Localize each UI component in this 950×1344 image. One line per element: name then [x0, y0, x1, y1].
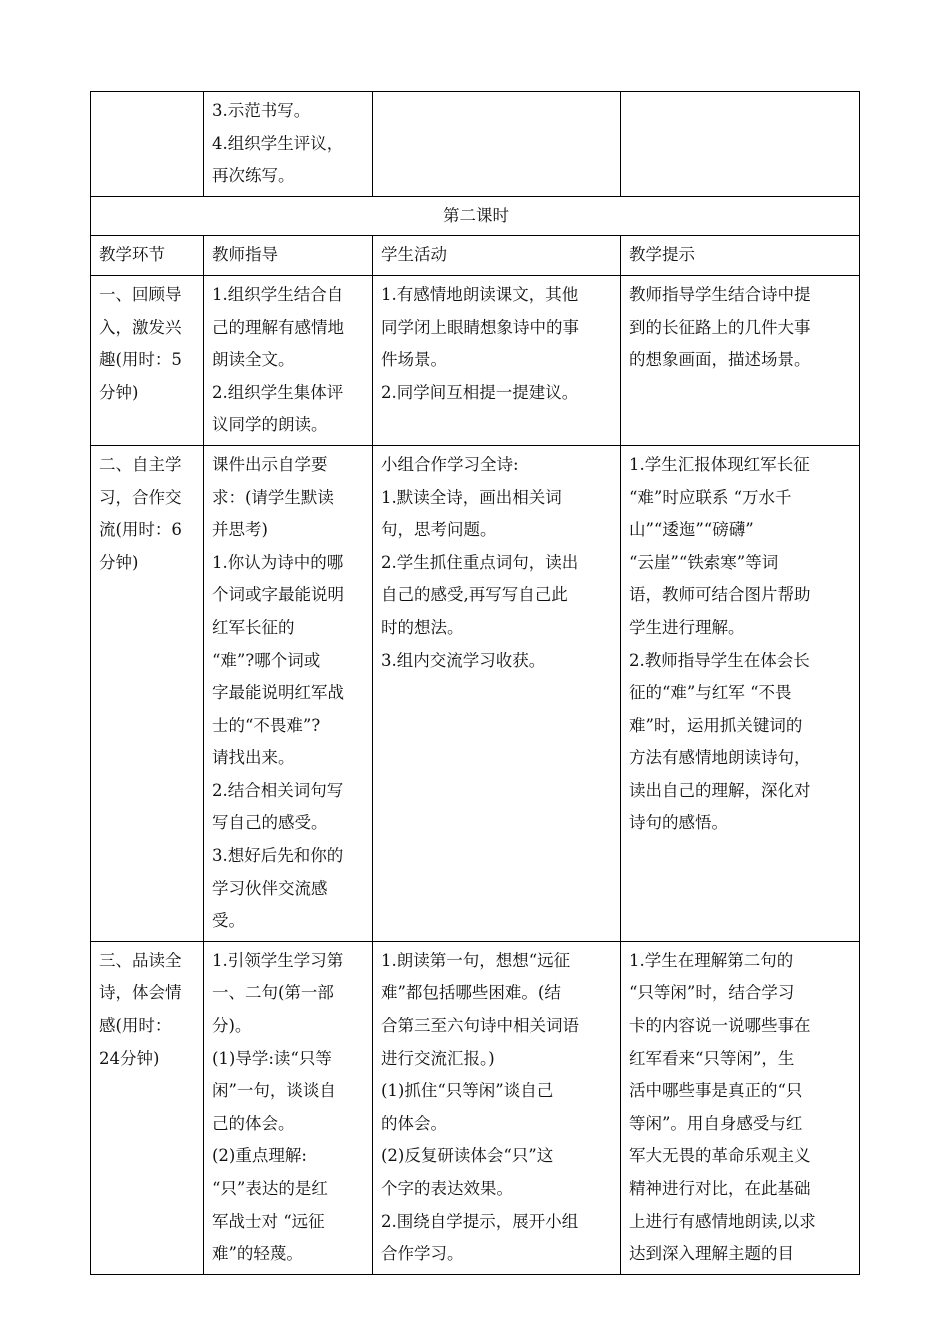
text-line: 难”时，运用抓关键词的	[629, 715, 803, 735]
text-line: 学生进行理解。	[629, 617, 745, 637]
text-line: 的体会。	[381, 1113, 447, 1133]
text-line: 3.想好后先和你的	[212, 846, 344, 866]
text-line: 流(用时：6	[99, 520, 182, 540]
text-line: 1.组织学生结合自	[212, 284, 344, 304]
header-phase: 教学环节	[91, 236, 204, 276]
text-line: (2)重点理解:	[212, 1146, 307, 1166]
text-line: “难”时应联系 “万水千	[629, 487, 792, 507]
tips-cell-continued	[621, 92, 860, 197]
header-row	[91, 236, 860, 276]
text-line: 1.学生在理解第二句的	[629, 950, 794, 970]
text-line: 的想象画面，描述场景。	[629, 350, 811, 370]
text-line: 1.有感情地朗读课文，其他	[381, 284, 579, 304]
text-line: 己的体会。	[212, 1113, 295, 1133]
text-line: 分)。	[212, 1016, 252, 1036]
text-line: 2.围绕自学提示，展开小组	[381, 1211, 579, 1231]
text-line: “云崖”“铁索寒”等词	[629, 552, 779, 572]
text-line: 2.组织学生集体评	[212, 382, 344, 402]
text-line: 朗读全文。	[212, 350, 295, 370]
text-line: 1.默读全诗，画出相关词	[381, 487, 562, 507]
text-line: 同学闭上眼睛想象诗中的事	[381, 317, 579, 337]
text-line: 分钟)	[99, 382, 139, 402]
tips-cell	[621, 445, 860, 941]
text-line: 24分钟)	[99, 1048, 160, 1068]
text-line: 自己的感受,再写写自己此	[381, 585, 568, 605]
table-row	[91, 275, 860, 445]
text-line: 闲”一句，谈谈自	[212, 1081, 336, 1101]
text-line: 2.教师指导学生在体会长	[629, 650, 810, 670]
continued-row	[91, 92, 860, 197]
text-line: 合第三至六句诗中相关词语	[381, 1016, 579, 1036]
text-line: 等闲”。用自身感受与红	[629, 1113, 803, 1133]
text-line: 写自己的感受。	[212, 813, 328, 833]
text-line: 1.学生汇报体现红军长征	[629, 454, 810, 474]
text-line: (2)反复研读体会“只”这	[381, 1146, 554, 1166]
text-line: 合作学习。	[381, 1244, 464, 1264]
text-line: “难”?哪个词或	[212, 650, 321, 670]
text-line: 军大无畏的革命乐观主义	[629, 1146, 811, 1166]
text-line: 难”都包括哪些困难。(结	[381, 983, 561, 1003]
text-line: 1.引领学生学习第	[212, 950, 344, 970]
text-line: 字最能说明红军战	[212, 683, 344, 703]
text-line: 句，思考问题。	[381, 520, 497, 540]
text-line: 1.你认为诗中的哪	[212, 552, 344, 572]
text-line: 3.组内交流学习收获。	[381, 650, 546, 670]
text-line: 受。	[212, 911, 245, 931]
text-line: 己的理解有感情地	[212, 317, 344, 337]
table-row	[91, 941, 860, 1274]
teacher-cell	[204, 445, 373, 941]
text-line: 诗句的感悟。	[629, 813, 728, 833]
text-line: 语，教师可结合图片帮助	[629, 585, 811, 605]
tips-cell	[621, 941, 860, 1274]
text-line: 2.学生抓住重点词句，读出	[381, 552, 579, 572]
text-line: 诗，体会情	[99, 983, 182, 1003]
text-line: 到的长征路上的几件大事	[629, 317, 811, 337]
text-line: 并思考)	[212, 520, 268, 540]
section-title: 第二课时	[91, 196, 860, 236]
text-line: 求：(请学生默读	[212, 487, 334, 507]
table-row	[91, 445, 860, 941]
text-line: 方法有感情地朗读诗句，	[629, 748, 811, 768]
phase-cell	[91, 275, 204, 445]
student-cell	[373, 941, 621, 1274]
text-line: 3.示范书写。	[212, 101, 311, 120]
phase-cell	[91, 445, 204, 941]
text-line: 2.同学间互相提一提建议。	[381, 382, 579, 402]
text-line: 个词或字最能说明	[212, 585, 344, 605]
text-line: 再次练写。	[212, 166, 295, 186]
text-line: 上进行有感情地朗读,以求	[629, 1211, 816, 1231]
text-line: 红军长征的	[212, 617, 295, 637]
text-line: (1)导学:读“只等	[212, 1048, 332, 1068]
text-line: 山”“逶迤”“磅礴”	[629, 520, 754, 540]
teacher-cell	[204, 941, 373, 1274]
tips-cell	[621, 275, 860, 445]
text-line: 精神进行对比，在此基础	[629, 1179, 811, 1198]
text-line: 军战士对 “远征	[212, 1211, 325, 1231]
student-cell	[373, 445, 621, 941]
text-line: 读出自己的理解，深化对	[629, 780, 811, 800]
header-teacher: 教师指导	[204, 236, 373, 276]
text-line: 三、品读全	[99, 950, 182, 970]
phase-cell	[91, 941, 204, 1274]
text-line: 4.组织学生评议，	[212, 133, 344, 153]
text-line: 征的“难”与红军 “不畏	[629, 683, 792, 703]
text-line: 1.朗读第一句，想想“远征	[381, 950, 571, 970]
section-title-row	[91, 196, 860, 236]
text-line: 达到深入理解主题的目	[629, 1244, 794, 1264]
text-line: 二、自主学	[99, 454, 182, 474]
text-line: 小组合作学习全诗:	[381, 454, 519, 474]
text-line: 活中哪些事是真正的“只	[629, 1081, 803, 1101]
text-line: 趣(用时：5	[99, 350, 182, 370]
phase-cell-continued	[91, 92, 204, 197]
text-line: 感(用时：	[99, 1016, 172, 1036]
text-line: 卡的内容说一说哪些事在	[629, 1016, 811, 1036]
text-line: “只等闲”时，结合学习	[629, 983, 795, 1003]
text-line: (1)抓住“只等闲”谈自己	[381, 1081, 554, 1101]
text-line: 个字的表达效果。	[381, 1179, 513, 1198]
text-line: 议同学的朗读。	[212, 415, 328, 435]
text-line: “只”表达的是红	[212, 1179, 328, 1198]
text-line: 进行交流汇报。)	[381, 1048, 495, 1068]
text-line: 难”的轻蔑。	[212, 1244, 303, 1264]
text-line: 学习伙伴交流感	[212, 878, 328, 898]
text-line: 件场景。	[381, 350, 447, 370]
text-line: 时的想法。	[381, 617, 464, 637]
text-line: 习，合作交	[99, 487, 182, 507]
text-line: 一、回顾导	[99, 284, 182, 304]
text-line: 入，激发兴	[99, 317, 182, 337]
teacher-cell	[204, 275, 373, 445]
teacher-cell-continued	[204, 92, 373, 197]
text-line: 士的“不畏难”?	[212, 715, 321, 735]
student-cell	[373, 275, 621, 445]
text-line: 2.结合相关词句写	[212, 780, 344, 800]
lesson-plan-table	[90, 91, 860, 1275]
text-line: 教师指导学生结合诗中提	[629, 284, 811, 304]
text-line: 课件出示自学要	[212, 454, 328, 474]
header-student: 学生活动	[373, 236, 621, 276]
text-line: 请找出来。	[212, 748, 295, 768]
student-cell-continued	[373, 92, 621, 197]
text-line: 红军看来“只等闲”，生	[629, 1048, 795, 1068]
header-tips: 教学提示	[621, 236, 860, 276]
text-line: 分钟)	[99, 552, 139, 572]
text-line: 一、二句(第一部	[212, 983, 334, 1003]
